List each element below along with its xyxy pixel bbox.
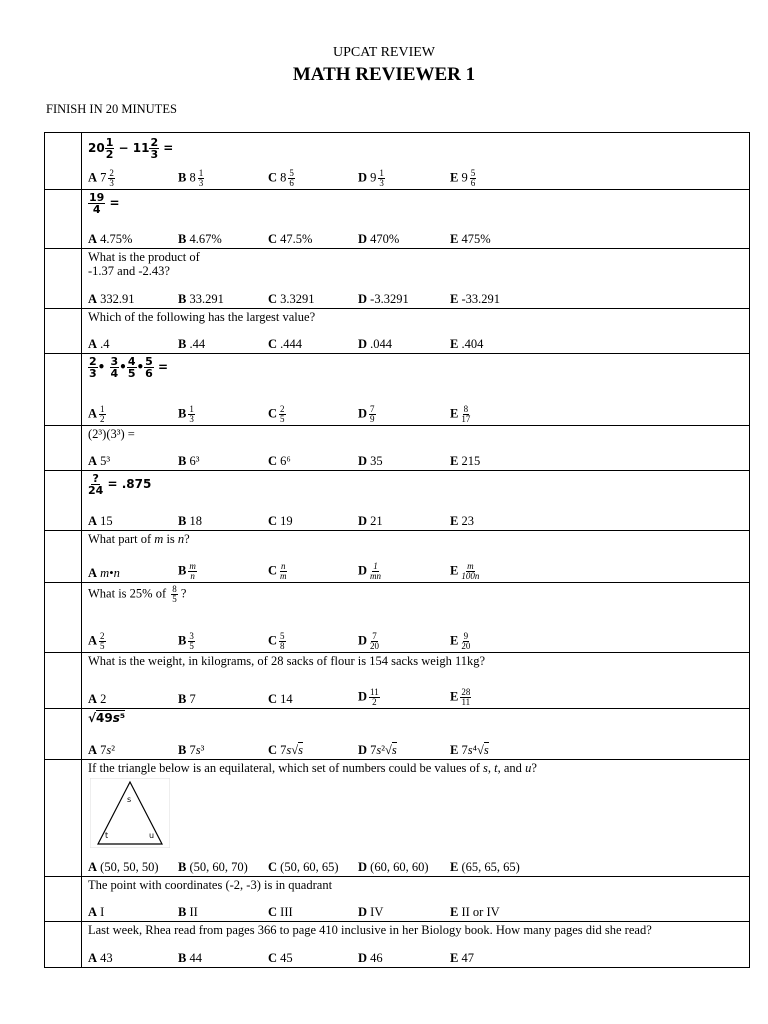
question-stem: What part of m is n? <box>88 532 190 546</box>
option-c[interactable]: C 14 <box>268 692 293 706</box>
option-a[interactable]: A 2 <box>88 692 107 706</box>
time-instructions: FINISH IN 20 MINUTES <box>46 102 177 116</box>
question-number-cell <box>45 531 82 583</box>
question-row <box>45 922 750 968</box>
answer-options <box>88 902 748 920</box>
question-row <box>45 133 750 190</box>
answer-options <box>88 451 748 469</box>
option-a[interactable]: A 7s² <box>88 743 116 757</box>
question-5 <box>82 354 750 426</box>
option-b[interactable]: B 7s³ <box>178 743 205 757</box>
answer-options <box>88 740 748 758</box>
question-row <box>45 190 750 249</box>
option-b[interactable]: B 7 <box>178 692 196 706</box>
option-e[interactable]: E $\frac{m}{100n}$ <box>450 561 480 581</box>
answer-options <box>88 334 748 352</box>
question-row <box>45 653 750 709</box>
option-a[interactable]: A m•n <box>88 566 120 580</box>
question-stem: (2³)(3³) = <box>88 427 135 441</box>
option-a[interactable]: A I <box>88 905 105 919</box>
option-c[interactable]: C 45 <box>268 951 293 965</box>
option-c[interactable]: C $\frac{2}{5}$ <box>268 404 285 424</box>
question-row <box>45 531 750 583</box>
option-e[interactable]: E (65, 65, 65) <box>450 860 520 874</box>
option-c[interactable]: C 47.5% <box>268 232 313 246</box>
option-a[interactable]: A 43 <box>88 951 113 965</box>
stem-line-2: -1.37 and -2.43? <box>88 264 170 278</box>
answer-options <box>88 857 748 875</box>
option-d[interactable]: D .044 <box>358 337 393 351</box>
triangle-figure <box>90 778 170 848</box>
question-table <box>44 132 750 968</box>
option-b[interactable]: B $\frac{1}{3}$ <box>178 404 194 424</box>
question-row <box>45 426 750 471</box>
question-number-cell <box>45 354 82 426</box>
option-b[interactable]: B 44 <box>178 951 202 965</box>
option-d[interactable]: D 35 <box>358 454 383 468</box>
option-b[interactable]: B .44 <box>178 337 206 351</box>
option-c[interactable]: C .444 <box>268 337 303 351</box>
triangle-label-s: s <box>127 795 132 804</box>
option-c[interactable]: C 7s√s <box>268 743 304 757</box>
answer-options <box>88 170 748 188</box>
question-13 <box>82 877 750 922</box>
triangle-label-t: t <box>105 831 109 840</box>
question-8 <box>82 531 750 583</box>
question-4 <box>82 309 750 354</box>
question-9 <box>82 583 750 653</box>
option-b[interactable]: B $\frac{m}{n}$ <box>178 561 196 581</box>
question-number-cell <box>45 709 82 760</box>
option-a[interactable]: A 7 $\frac{2}{3}$ <box>88 168 114 188</box>
answer-options <box>88 406 748 424</box>
option-c[interactable]: C 8 $\frac{5}{6}$ <box>268 168 294 188</box>
question-row <box>45 877 750 922</box>
option-a[interactable]: A 4.75% <box>88 232 133 246</box>
question-number-cell <box>45 133 82 190</box>
option-b[interactable]: B 6³ <box>178 454 200 468</box>
answer-options <box>88 511 748 529</box>
option-d[interactable]: D $\frac{7}{9}$ <box>358 404 375 424</box>
option-e[interactable]: E II or IV <box>450 905 500 919</box>
question-stem: $\frac{2}{3}$ • $\frac{3}{4}$ • $\frac{4}{5}$ • $\frac{5}{6}$ = <box>89 355 169 380</box>
answer-options <box>88 689 748 707</box>
question-row <box>45 709 750 760</box>
question-7 <box>82 471 750 531</box>
question-stem <box>88 250 200 278</box>
option-a[interactable]: A $\frac{1}{2}$ <box>88 404 105 424</box>
option-e[interactable]: E 475% <box>450 232 491 246</box>
option-c[interactable]: C $\frac{n}{m}$ <box>268 561 287 581</box>
answer-options <box>88 633 748 651</box>
option-b[interactable]: B 33.291 <box>178 292 224 306</box>
question-number-cell <box>45 309 82 354</box>
answer-options <box>88 948 748 966</box>
question-stem: √49s⁵ <box>88 711 126 725</box>
question-row <box>45 471 750 531</box>
question-stem: $\frac{19}{4}$ = <box>89 191 120 216</box>
question-number-cell <box>45 877 82 922</box>
question-stem: Which of the following has the largest value? <box>88 310 316 324</box>
option-d[interactable]: D (60, 60, 60) <box>358 860 429 874</box>
option-d[interactable]: D 7s²√s <box>358 743 397 757</box>
option-d[interactable]: D $\frac{11}{2}$ <box>358 687 379 707</box>
stem-line-1: What is the product of <box>88 250 200 264</box>
answer-options <box>88 289 748 307</box>
question-number-cell <box>45 426 82 471</box>
question-number-cell <box>45 471 82 531</box>
option-e[interactable]: E 215 <box>450 454 481 468</box>
question-11 <box>82 709 750 760</box>
option-b[interactable]: B II <box>178 905 198 919</box>
option-b[interactable]: B (50, 60, 70) <box>178 860 248 874</box>
document-subtitle: UPCAT REVIEW <box>332 45 436 60</box>
question-stem: Last week, Rhea read from pages 366 to page 410 inclusive in her Biology book. How many pages did she read? <box>88 923 652 937</box>
option-d[interactable]: D 21 <box>358 514 383 528</box>
triangle-label-u: u <box>149 831 155 840</box>
question-1 <box>82 133 750 190</box>
option-a[interactable]: A .4 <box>88 337 110 351</box>
question-row <box>45 249 750 309</box>
document-title: MATH REVIEWER 1 <box>292 64 476 85</box>
option-d[interactable]: D IV <box>358 905 384 919</box>
option-a[interactable]: A 332.91 <box>88 292 135 306</box>
question-stem: 20 $\frac{1}{2}$ − 11 $\frac{2}{3}$ = <box>88 136 174 161</box>
option-c[interactable]: C 3.3291 <box>268 292 315 306</box>
option-a[interactable]: A $\frac{2}{5}$ <box>88 631 105 651</box>
option-d[interactable]: D 9 $\frac{1}{3}$ <box>358 168 384 188</box>
question-10 <box>82 653 750 709</box>
question-2 <box>82 190 750 249</box>
option-a[interactable]: A 5³ <box>88 454 111 468</box>
option-d[interactable]: D $\frac{1}{mn}$ <box>358 561 382 581</box>
question-number-cell <box>45 653 82 709</box>
option-e[interactable]: E 23 <box>450 514 474 528</box>
option-a[interactable]: A (50, 50, 50) <box>88 860 159 874</box>
option-e[interactable]: E $\frac{28}{11}$ <box>450 687 471 707</box>
option-e[interactable]: E 7s⁴√s <box>450 743 489 757</box>
option-d[interactable]: D 470% <box>358 232 400 246</box>
question-row <box>45 760 750 877</box>
option-e[interactable]: E $\frac{9}{20}$ <box>450 631 471 651</box>
option-c[interactable]: C 19 <box>268 514 293 528</box>
option-b[interactable]: B $\frac{3}{5}$ <box>178 631 194 651</box>
answer-options <box>88 563 748 581</box>
option-d[interactable]: D -3.3291 <box>358 292 409 306</box>
question-3 <box>82 249 750 309</box>
question-number-cell <box>45 760 82 877</box>
option-e[interactable]: E 47 <box>450 951 474 965</box>
option-b[interactable]: B 8 $\frac{1}{3}$ <box>178 168 204 188</box>
option-d[interactable]: D 46 <box>358 951 383 965</box>
question-stem: If the triangle below is an equilateral, which set of numbers could be values of s, t, and u? <box>88 761 537 775</box>
question-row <box>45 309 750 354</box>
question-stem: What is the weight, in kilograms, of 28 sacks of flour is 154 sacks weigh 11kg? <box>88 654 486 668</box>
question-stem: ? 24 = .875 <box>88 472 152 497</box>
option-c[interactable]: C $\frac{5}{8}$ <box>268 631 285 651</box>
option-e[interactable]: E -33.291 <box>450 292 501 306</box>
option-e[interactable]: E $\frac{8}{17}$ <box>450 404 471 424</box>
question-number-cell <box>45 922 82 968</box>
option-a[interactable]: A 15 <box>88 514 113 528</box>
question-14 <box>82 922 750 968</box>
question-row <box>45 354 750 426</box>
question-stem: The point with coordinates (-2, -3) is in quadrant <box>88 878 333 892</box>
question-12 <box>82 760 750 877</box>
answer-options <box>88 229 748 247</box>
option-b[interactable]: B 18 <box>178 514 202 528</box>
option-d[interactable]: D $\frac{7}{20}$ <box>358 631 380 651</box>
question-6 <box>82 426 750 471</box>
question-number-cell <box>45 583 82 653</box>
option-e[interactable]: E .404 <box>450 337 484 351</box>
option-c[interactable]: C 6⁶ <box>268 454 291 468</box>
question-stem: What is 25% of $\frac{8}{5}$ ? <box>88 584 187 604</box>
option-c[interactable]: C III <box>268 905 293 919</box>
option-e[interactable]: E 9 $\frac{5}{6}$ <box>450 168 476 188</box>
option-b[interactable]: B 4.67% <box>178 232 222 246</box>
question-number-cell <box>45 249 82 309</box>
question-number-cell <box>45 190 82 249</box>
question-row <box>45 583 750 653</box>
option-c[interactable]: C (50, 60, 65) <box>268 860 339 874</box>
